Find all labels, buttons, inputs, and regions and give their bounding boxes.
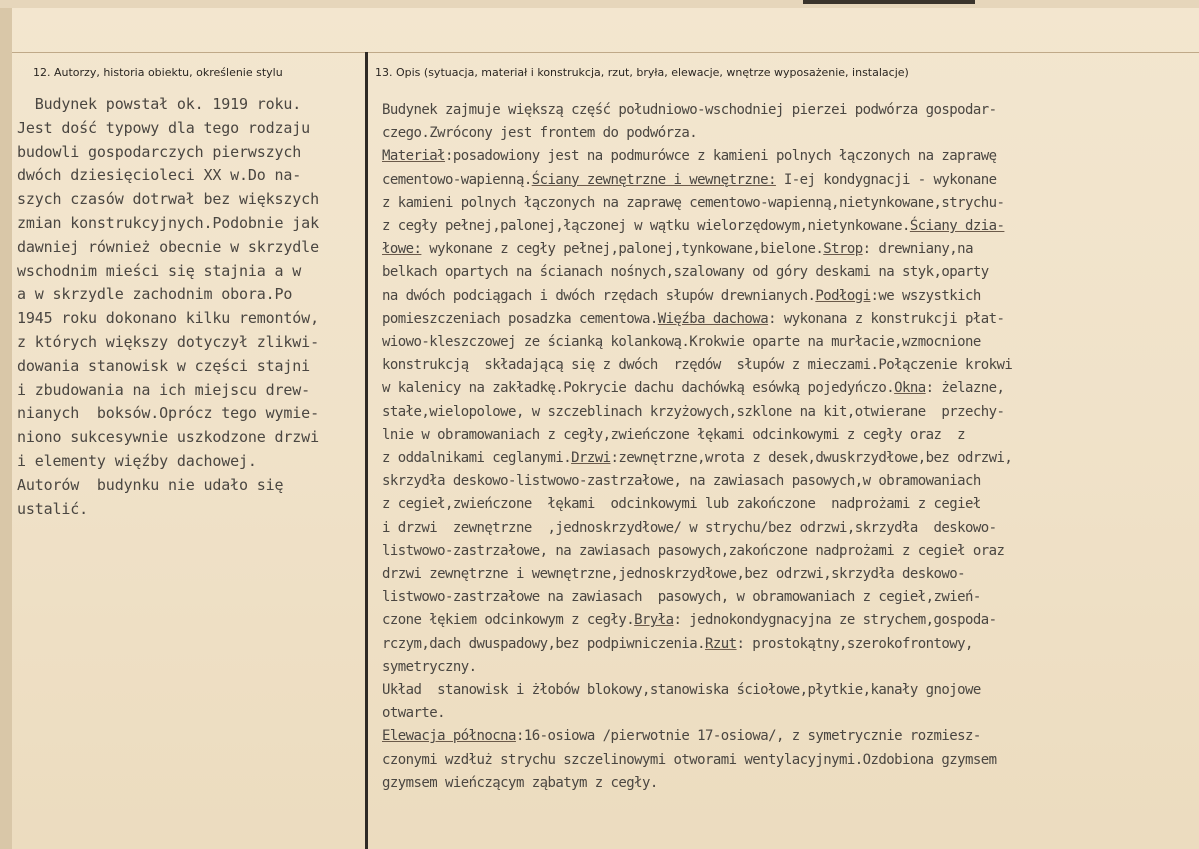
- history-line: niono sukcesywnie uszkodzone drzwi: [17, 428, 319, 447]
- history-line: wschodnim mieści się stajnia a w: [17, 261, 302, 280]
- history-line: budowli gospodarczych pierwszych: [17, 142, 302, 161]
- section-label: Drzwi: [571, 450, 611, 467]
- description-line: [382, 609, 1194, 632]
- section-label: Rzut: [705, 635, 737, 652]
- column-divider: [365, 52, 368, 849]
- description-line: [382, 702, 1194, 725]
- description-segment: pomieszczeniach posadzka cementowa.: [382, 310, 658, 327]
- section-label: Strop: [823, 241, 863, 258]
- history-line: z których większy dotyczył zlikwi-: [17, 332, 319, 351]
- section-label: łowe:: [382, 241, 422, 258]
- history-line: 1945 roku dokonano kilku remontów,: [17, 309, 319, 328]
- description-segment: konstrukcją składającą się z dwóch rzędów słupów z mieczami.Połączenie krokwi: [382, 357, 1013, 374]
- description-segment: czone łękiem odcinkowym z cegły.: [382, 612, 635, 629]
- description-segment: : wykonana z konstrukcji płat-: [768, 310, 1005, 327]
- description-segment: w kalenicy na zakładkę.Pokrycie dachu dachówką esówką pojedyńczo.: [382, 380, 895, 397]
- description-line: [382, 586, 1194, 609]
- description-segment: drzwi zewnętrzne i wewnętrzne,jednoskrzydłowe,bez odrzwi,skrzydła deskowo-: [382, 566, 966, 583]
- description-line: [382, 725, 1194, 748]
- history-line: i zbudowania na ich miejscu drew-: [17, 380, 311, 399]
- history-text: [17, 93, 362, 521]
- description-line: [382, 424, 1194, 447]
- history-line: Budynek powstał ok. 1919 roku.: [17, 95, 302, 113]
- section-label: Ściany dzia-: [909, 218, 1005, 235]
- description-line: [382, 192, 1194, 215]
- description-segment: na dwóch podciągach i dwóch rzędach słupów drewnianych.: [382, 287, 816, 304]
- description-segment: : drewniany,na: [862, 241, 973, 258]
- description-line: [382, 563, 1194, 586]
- history-line: ustalić.: [17, 499, 89, 518]
- description-segment: wykonane z cegły pełnej,palonej,tynkowane,bielone.: [421, 241, 824, 258]
- description-segment: z cegieł,zwieńczone łękami odcinkowymi lub zakończone nadprożami z cegieł: [382, 496, 981, 513]
- description-line: [382, 447, 1194, 470]
- history-line: i elementy więźby dachowej.: [17, 451, 257, 470]
- description-segment: czonymi wzdłuż strychu szczelinowymi otworami wentylacyjnymi.Ozdobiona gzymsem: [382, 751, 997, 768]
- paper-left-edge: [0, 0, 12, 849]
- history-line: a w skrzydle zachodnim obora.Po: [17, 285, 293, 304]
- history-line: szych czasów dotrwał bez większych: [17, 190, 319, 209]
- section-label: Więźba dachowa: [657, 310, 769, 327]
- description-segment: Układ stanowisk i żłobów blokowy,stanowiska ściołowe,płytkie,kanały gnojowe: [382, 682, 981, 699]
- history-line: dawniej również obecnie w skrzydle: [17, 237, 319, 256]
- description-line: [382, 470, 1194, 493]
- history-line: zmian konstrukcyjnych.Podobnie jak: [17, 213, 319, 232]
- description-line: [382, 169, 1194, 192]
- description-segment: z cegły pełnej,palonej,łączonej w wątku wielorzędowym,nietynkowane.: [382, 218, 910, 235]
- description-segment: z oddalnikami ceglanymi.: [382, 450, 572, 467]
- section-label: Bryła: [634, 612, 674, 629]
- section-label: Materiał: [382, 148, 446, 165]
- description-segment: z kamieni polnych łączonych na zaprawę cementowo-wapienną,nietynkowane,strychu-: [382, 194, 1005, 211]
- description-segment: stałe,wielopolowe, w szczeblinach krzyżowych,szklone na kit,otwierane przechy-: [382, 403, 1005, 420]
- description-text: [382, 99, 1194, 795]
- description-segment: skrzydła deskowo-listwowo-zastrzałowe, na zawiasach pasowych,w obramowaniach: [382, 473, 981, 490]
- history-line: Autorów budynku nie udało się: [17, 475, 284, 494]
- description-line: [382, 656, 1194, 679]
- description-segment: : jednokondygnacyjna ze strychem,gospoda-: [673, 612, 997, 629]
- description-line: [382, 308, 1194, 331]
- description-segment: listwowo-zastrzałowe, na zawiasach pasowych,zakończone nadprożami z cegieł oraz: [382, 542, 1005, 559]
- description-line: [382, 285, 1194, 308]
- description-line: [382, 354, 1194, 377]
- section-label: Elewacja północna: [382, 728, 516, 745]
- description-segment: I-ej kondygnacji - wykonane: [775, 171, 997, 188]
- left-column-heading: 12. Autorzy, historia obiektu, określenie stylu: [33, 66, 283, 79]
- description-segment: :16-osiowa /pierwotnie 17-osiowa/, z symetrycznie rozmiesz-: [515, 728, 981, 745]
- description-segment: :we wszystkich: [870, 287, 981, 304]
- section-label: Ściany zewnętrzne i wewnętrzne:: [531, 171, 776, 188]
- description-line: [382, 261, 1194, 284]
- history-line: nianych boksów.Oprócz tego wymie-: [17, 404, 319, 423]
- description-segment: rczym,dach dwuspadowy,bez podpiwniczenia.: [382, 635, 706, 652]
- description-line: [382, 517, 1194, 540]
- description-segment: wiowo-kleszczowej ze ścianką kolankową.Krokwie oparte na murłacie,wzmocnione: [382, 334, 981, 351]
- description-line: [382, 772, 1194, 795]
- description-line: [382, 238, 1194, 261]
- top-edge-mark: [803, 0, 975, 4]
- description-segment: : żelazne,: [925, 380, 1005, 397]
- description-line: [382, 122, 1194, 145]
- description-segment: :zewnętrzne,wrota z desek,dwuskrzydłowe,bez odrzwi,: [610, 450, 1013, 467]
- section-label: Okna: [894, 380, 926, 397]
- description-segment: cementowo-wapienną.: [382, 171, 532, 188]
- description-segment: :posadowiony jest na podmurówce z kamieni polnych łączonych na zaprawę: [445, 148, 997, 165]
- description-line: [382, 493, 1194, 516]
- description-line: [382, 215, 1194, 238]
- description-line: [382, 377, 1194, 400]
- description-line: [382, 401, 1194, 424]
- history-line: Jest dość typowy dla tego rodzaju: [17, 118, 311, 137]
- description-segment: lnie w obramowaniach z cegły,zwieńczone łękami odcinkowymi z cegły oraz z: [382, 426, 966, 443]
- right-column-heading: 13. Opis (sytuacja, materiał i konstrukcja, rzut, bryła, elewacje, wnętrze wyposażenie, instalacje): [375, 66, 909, 79]
- description-segment: : prostokątny,szerokofrontowy,: [736, 635, 973, 652]
- description-line: [382, 540, 1194, 563]
- section-label: Podłogi: [815, 287, 871, 304]
- history-line: dowania stanowisk w części stajni: [17, 356, 311, 375]
- description-line: [382, 749, 1194, 772]
- description-segment: gzymsem wieńczącym ząbatym z cegły.: [382, 774, 658, 791]
- header-rule: [12, 52, 1199, 53]
- description-segment: belkach opartych na ścianach nośnych,szalowany od góry deskami na styk,oparty: [382, 264, 989, 281]
- description-line: [382, 145, 1194, 168]
- paper-top-edge: [0, 0, 1199, 8]
- description-line: [382, 99, 1194, 122]
- history-line: dwóch dziesięcioleci XX w.Do na-: [17, 166, 302, 185]
- description-segment: Budynek zajmuje większą część południowo-wschodniej pierzei podwórza gospodar-: [382, 102, 997, 118]
- description-segment: i drzwi zewnętrzne ,jednoskrzydłowe/ w strychu/bez odrzwi,skrzydła deskowo-: [382, 519, 997, 536]
- description-segment: otwarte.: [382, 705, 446, 722]
- description-line: [382, 331, 1194, 354]
- description-line: [382, 633, 1194, 656]
- description-segment: czego.Zwrócony jest frontem do podwórza.: [382, 125, 698, 142]
- description-segment: symetryczny.: [382, 658, 477, 675]
- description-segment: listwowo-zastrzałowe na zawiasach pasowych, w obramowaniach z cegieł,zwień-: [382, 589, 981, 606]
- description-line: [382, 679, 1194, 702]
